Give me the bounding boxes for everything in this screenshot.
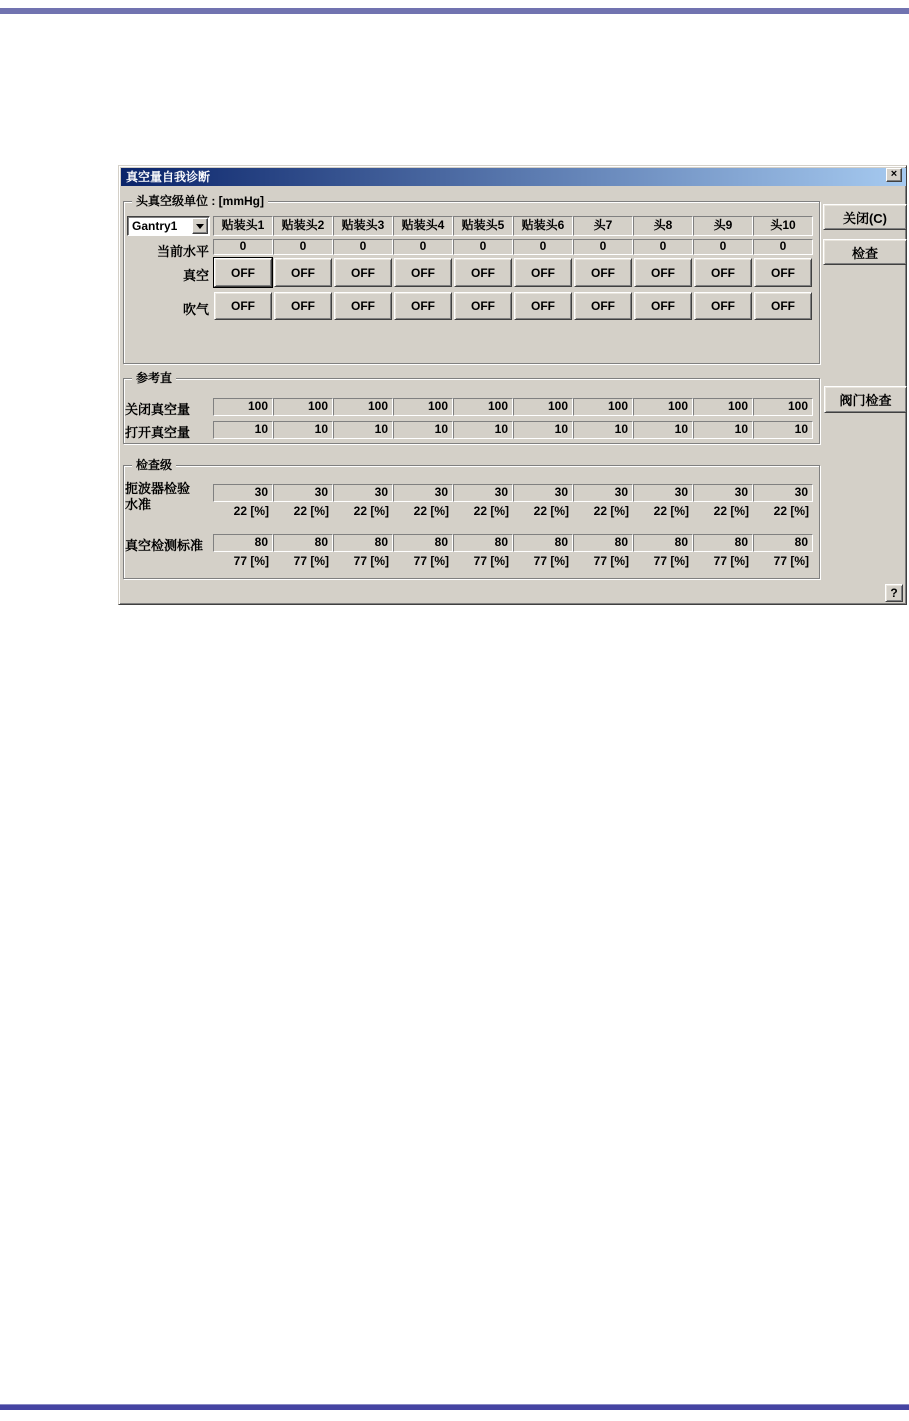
current-level-label: 当前水平 (156, 244, 209, 259)
throttle-percent-cell: 22 [%] (773, 504, 809, 518)
head-column-header: 贴装头6 (513, 216, 573, 236)
throttle-level-cell: 30 (633, 484, 693, 502)
vacuum-percent-cell: 77 [%] (593, 554, 629, 568)
head-column-header: 贴装头2 (273, 216, 333, 236)
vacuum-percent-cell: 77 [%] (413, 554, 449, 568)
close-vacuum-cell: 100 (693, 398, 753, 416)
close-vacuum-cell: 100 (393, 398, 453, 416)
throttle-percent-cell: 22 [%] (593, 504, 629, 518)
vacuum-standard-cell: 80 (453, 534, 513, 552)
page-bottom-rule (0, 1404, 909, 1410)
vacuum-off-button[interactable]: OFF (334, 258, 392, 287)
close-vacuum-cell: 100 (513, 398, 573, 416)
close-vacuum-cell: 100 (333, 398, 393, 416)
head-column-header: 头9 (693, 216, 753, 236)
head-column-header: 头8 (633, 216, 693, 236)
vacuum-percent-cell: 77 [%] (653, 554, 689, 568)
throttle-percent-row (213, 504, 813, 520)
vacuum-standard-cell: 80 (393, 534, 453, 552)
blow-off-button[interactable]: OFF (454, 292, 512, 320)
group-head-vacuum-units-label: 头真空级单位 : [mmHg] (132, 194, 268, 209)
vacuum-off-button[interactable]: OFF (694, 258, 752, 287)
throttle-check-label-line1: 扼波器检验 (125, 481, 191, 496)
vacuum-percent-cell: 77 [%] (233, 554, 269, 568)
head-column-header: 头7 (573, 216, 633, 236)
close-vacuum-row (213, 398, 813, 416)
current-level-cell: 0 (333, 239, 393, 255)
head-column-header: 贴装头5 (453, 216, 513, 236)
throttle-level-cell: 30 (213, 484, 273, 502)
vacuum-off-button[interactable]: OFF (214, 258, 272, 287)
vacuum-standard-cell: 80 (213, 534, 273, 552)
close-icon[interactable]: × (886, 168, 902, 182)
head-column-header: 贴装头1 (213, 216, 273, 236)
current-level-cell: 0 (453, 239, 513, 255)
throttle-level-cell: 30 (333, 484, 393, 502)
close-vacuum-cell: 100 (273, 398, 333, 416)
close-vacuum-cell: 100 (753, 398, 813, 416)
throttle-percent-cell: 22 [%] (713, 504, 749, 518)
blow-off-button[interactable]: OFF (274, 292, 332, 320)
open-vacuum-cell: 10 (633, 421, 693, 439)
page-top-rule (0, 8, 909, 14)
titlebar (121, 168, 906, 186)
throttle-level-cell: 30 (693, 484, 753, 502)
gantry-select-value: Gantry1 (132, 219, 178, 233)
vacuum-standard-cell: 80 (333, 534, 393, 552)
open-vacuum-cell: 10 (573, 421, 633, 439)
vacuum-percent-cell: 77 [%] (773, 554, 809, 568)
group-reference-label: 参考直 (132, 371, 176, 386)
open-vacuum-cell: 10 (393, 421, 453, 439)
current-level-cell: 0 (753, 239, 813, 255)
blow-off-button[interactable]: OFF (754, 292, 812, 320)
open-vacuum-cell: 10 (513, 421, 573, 439)
vacuum-self-diagnosis-dialog (118, 165, 907, 605)
vacuum-off-button[interactable]: OFF (574, 258, 632, 287)
throttle-percent-cell: 22 [%] (533, 504, 569, 518)
vacuum-label: 真空 (182, 268, 209, 283)
throttle-percent-cell: 22 [%] (353, 504, 389, 518)
vacuum-off-button[interactable]: OFF (274, 258, 332, 287)
vacuum-standard-label: 真空检测标准 (125, 538, 204, 553)
open-vacuum-cell: 10 (453, 421, 513, 439)
vacuum-percent-row (213, 554, 813, 570)
vacuum-standard-cell: 80 (633, 534, 693, 552)
head-column-headers (213, 216, 813, 236)
vacuum-standard-cell: 80 (573, 534, 633, 552)
dialog-title: 真空量自我诊断 (126, 170, 211, 184)
blow-off-button[interactable]: OFF (694, 292, 752, 320)
vacuum-off-button[interactable]: OFF (634, 258, 692, 287)
vacuum-standard-cell: 80 (753, 534, 813, 552)
open-vacuum-row (213, 421, 813, 439)
throttle-percent-cell: 22 [%] (653, 504, 689, 518)
throttle-percent-cell: 22 [%] (293, 504, 329, 518)
gantry-select[interactable] (127, 216, 210, 236)
throttle-level-cell: 30 (753, 484, 813, 502)
blow-off-button[interactable]: OFF (334, 292, 392, 320)
close-vacuum-cell: 100 (213, 398, 273, 416)
vacuum-percent-cell: 77 [%] (353, 554, 389, 568)
throttle-level-row (213, 484, 813, 502)
throttle-percent-cell: 22 [%] (473, 504, 509, 518)
head-column-header: 头10 (753, 216, 813, 236)
throttle-check-label-line2: 水准 (125, 497, 152, 512)
current-level-row (213, 239, 813, 255)
vacuum-standard-cell: 80 (273, 534, 333, 552)
throttle-level-cell: 30 (393, 484, 453, 502)
vacuum-percent-cell: 77 [%] (533, 554, 569, 568)
throttle-level-cell: 30 (573, 484, 633, 502)
current-level-cell: 0 (273, 239, 333, 255)
blow-row (213, 292, 813, 320)
check-button[interactable]: 检查 (823, 239, 907, 265)
current-level-cell: 0 (393, 239, 453, 255)
vacuum-off-button[interactable]: OFF (454, 258, 512, 287)
close-button[interactable]: 关闭(C) (823, 204, 907, 230)
throttle-level-cell: 30 (453, 484, 513, 502)
chevron-down-icon[interactable] (192, 218, 208, 234)
vacuum-standard-cell: 80 (693, 534, 753, 552)
head-column-header: 贴装头4 (393, 216, 453, 236)
blow-off-button[interactable]: OFF (514, 292, 572, 320)
throttle-level-cell: 30 (513, 484, 573, 502)
close-vacuum-cell: 100 (573, 398, 633, 416)
open-vacuum-cell: 10 (753, 421, 813, 439)
blow-label: 吹气 (182, 302, 209, 317)
close-vacuum-label: 关闭真空量 (125, 402, 191, 417)
open-vacuum-cell: 10 (333, 421, 393, 439)
group-check-level-label: 检查级 (132, 458, 176, 473)
vacuum-standard-row (213, 534, 813, 552)
valve-check-button[interactable]: 阀门检查 (824, 386, 907, 413)
vacuum-percent-cell: 77 [%] (713, 554, 749, 568)
vacuum-off-button[interactable]: OFF (754, 258, 812, 287)
close-vacuum-cell: 100 (453, 398, 513, 416)
current-level-cell: 0 (633, 239, 693, 255)
current-level-cell: 0 (573, 239, 633, 255)
throttle-level-cell: 30 (273, 484, 333, 502)
throttle-percent-cell: 22 [%] (233, 504, 269, 518)
help-button[interactable]: ? (885, 584, 903, 602)
current-level-cell: 0 (693, 239, 753, 255)
vacuum-row (213, 258, 813, 287)
current-level-cell: 0 (213, 239, 273, 255)
blow-off-button[interactable]: OFF (214, 292, 272, 320)
blow-off-button[interactable]: OFF (634, 292, 692, 320)
throttle-percent-cell: 22 [%] (413, 504, 449, 518)
vacuum-percent-cell: 77 [%] (473, 554, 509, 568)
vacuum-off-button[interactable]: OFF (514, 258, 572, 287)
blow-off-button[interactable]: OFF (394, 292, 452, 320)
open-vacuum-label: 打开真空量 (125, 425, 191, 440)
vacuum-off-button[interactable]: OFF (394, 258, 452, 287)
current-level-cell: 0 (513, 239, 573, 255)
open-vacuum-cell: 10 (693, 421, 753, 439)
blow-off-button[interactable]: OFF (574, 292, 632, 320)
close-vacuum-cell: 100 (633, 398, 693, 416)
head-column-header: 贴装头3 (333, 216, 393, 236)
vacuum-percent-cell: 77 [%] (293, 554, 329, 568)
open-vacuum-cell: 10 (213, 421, 273, 439)
vacuum-standard-cell: 80 (513, 534, 573, 552)
open-vacuum-cell: 10 (273, 421, 333, 439)
